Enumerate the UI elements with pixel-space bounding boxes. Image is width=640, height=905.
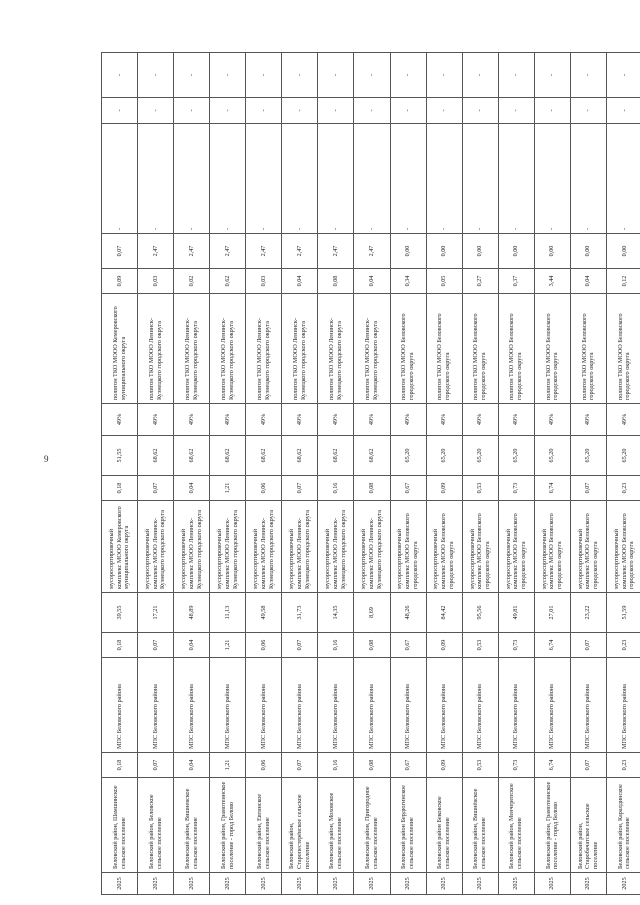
table-cell: полигон ТКО МООО Ленинск-Кузнецкого городского округа	[318, 294, 354, 404]
table-cell: 0,07	[138, 633, 174, 658]
table-cell: 0,07	[102, 234, 138, 269]
table-cell: -	[534, 53, 570, 98]
table-cell: полигон ТКО МООО Ленинск-Кузнецкого городского округа	[138, 294, 174, 404]
table-cell: 0,23	[606, 476, 640, 501]
table-cell: Беловский район, Менчерепское сельское поселение	[498, 778, 534, 873]
table-cell: 0,04	[570, 269, 606, 294]
table-cell: 65,20	[498, 436, 534, 476]
table-row	[426, 53, 462, 895]
table-cell: -	[462, 53, 498, 98]
table-cell: МПС Беловского района	[462, 658, 498, 753]
table-cell: МПС Беловского района	[282, 658, 318, 753]
table-cell: 0,05	[426, 269, 462, 294]
table-cell: 1,21	[210, 753, 246, 778]
table-cell: Беловский район, Вишнёвское сельское поселение	[462, 778, 498, 873]
table-cell: 49%	[282, 404, 318, 436]
table-cell: -	[246, 53, 282, 98]
table-cell: 0,00	[534, 234, 570, 269]
table-cell: Беловский район, Шамшинское сельское поселение	[102, 778, 138, 873]
table-cell: мусоросортировочный комплекс МООО Беловского городского округа	[534, 501, 570, 593]
table-cell: 3,44	[534, 269, 570, 294]
table-cell: 49%	[570, 404, 606, 436]
table-cell: 84,42	[426, 593, 462, 633]
table-cell: 51,59	[606, 593, 640, 633]
table-row	[210, 53, 246, 895]
table-cell: 68,62	[282, 436, 318, 476]
table-cell: 68,62	[210, 436, 246, 476]
table-cell: 48,89	[174, 593, 210, 633]
table-cell: МПС Беловского района	[606, 658, 640, 753]
table-cell: Беловский район, Старобачатское сельское поселение	[570, 778, 606, 873]
table-cell: 65,20	[390, 436, 426, 476]
table-row	[282, 53, 318, 895]
table-cell: 49%	[498, 404, 534, 436]
table-cell: 0,06	[246, 633, 282, 658]
table-cell: -	[462, 98, 498, 124]
table-cell: 6,74	[534, 476, 570, 501]
table-cell: полигон ТКО МООО Кемеровского муниципального округа	[102, 294, 138, 404]
table-cell: -	[606, 53, 640, 98]
table-row	[102, 53, 138, 895]
table-cell: МПС Беловского района	[498, 658, 534, 753]
table-cell: полигон ТКО МООО Беловского городского округа	[534, 294, 570, 404]
table-cell: 0,04	[174, 753, 210, 778]
table-cell: 0,16	[318, 633, 354, 658]
table-cell: МПС Беловского района	[102, 658, 138, 753]
table-cell: -	[138, 53, 174, 98]
table-cell: -	[246, 98, 282, 124]
table-cell: -	[174, 124, 210, 234]
table-cell: полигон ТКО МООО Беловского городского округа	[426, 294, 462, 404]
table-cell: 0,07	[570, 476, 606, 501]
table-row	[174, 53, 210, 895]
table-cell: 0,73	[498, 633, 534, 658]
table-cell: -	[534, 124, 570, 234]
table-row	[570, 53, 606, 895]
table-cell: 49%	[426, 404, 462, 436]
table-cell: 0,08	[354, 633, 390, 658]
table-cell: МПС Беловского района	[174, 658, 210, 753]
table-cell: 68,62	[354, 436, 390, 476]
table-cell: 49%	[174, 404, 210, 436]
table-cell: -	[174, 53, 210, 98]
table-cell: 0,23	[606, 633, 640, 658]
table-cell: 49%	[210, 404, 246, 436]
table-cell: Беловский район, Евтинское сельское поселение	[246, 778, 282, 873]
table-cell: 0,09	[102, 269, 138, 294]
table-cell: Беловский район, Грамотеинское поселение - город Белово	[534, 778, 570, 873]
table-cell: 0,73	[498, 753, 534, 778]
table-cell: 68,62	[318, 436, 354, 476]
table-cell: 27,01	[534, 593, 570, 633]
table-cell: 0,04	[282, 269, 318, 294]
table-cell: 39,55	[102, 593, 138, 633]
table-cell: 0,04	[354, 269, 390, 294]
table-cell: МПС Беловского района	[210, 658, 246, 753]
table-cell: -	[498, 124, 534, 234]
table-row	[606, 53, 640, 895]
table-cell: 2025	[570, 873, 606, 895]
table-cell: -	[138, 124, 174, 234]
table-cell: 0,09	[426, 633, 462, 658]
table-cell: 0,53	[462, 753, 498, 778]
table-cell: мусоросортировочный комплекс МООО Беловского городского округа	[570, 501, 606, 593]
table-cell: 0,27	[462, 269, 498, 294]
table-cell: -	[210, 124, 246, 234]
table-cell: 0,02	[174, 269, 210, 294]
table-cell: 49%	[246, 404, 282, 436]
table-row	[246, 53, 282, 895]
table-cell: 2025	[102, 873, 138, 895]
table-cell: 17,21	[138, 593, 174, 633]
table-cell: 0,73	[498, 476, 534, 501]
table-cell: Беловский район, Старопестерёвское сельское поселение	[282, 778, 318, 873]
table-cell: мусоросортировочный комплекс МООО Беловского городского округа	[606, 501, 640, 593]
table-cell: -	[390, 98, 426, 124]
table-cell: -	[318, 98, 354, 124]
table-cell: 0,53	[462, 476, 498, 501]
table-cell: -	[462, 124, 498, 234]
table-cell: полигон ТКО МООО Ленинск-Кузнецкого городского округа	[354, 294, 390, 404]
table-cell: -	[138, 98, 174, 124]
table-cell: 0,09	[426, 753, 462, 778]
table-cell: 2025	[462, 873, 498, 895]
table-cell: 49%	[102, 404, 138, 436]
table-cell: полигон ТКО МООО Беловского городского округа	[462, 294, 498, 404]
table-cell: 49,58	[246, 593, 282, 633]
table-cell: 2,47	[354, 234, 390, 269]
table-cell: МПС Беловского района	[426, 658, 462, 753]
table-cell: 0,06	[246, 476, 282, 501]
table-cell: 2025	[390, 873, 426, 895]
table-cell: 14,35	[318, 593, 354, 633]
table-cell: 0,53	[462, 633, 498, 658]
table-cell: 65,20	[426, 436, 462, 476]
table-cell: МПС Беловского района	[354, 658, 390, 753]
table-cell: полигон ТКО МООО Ленинск-Кузнецкого городского округа	[210, 294, 246, 404]
table-cell: 49%	[534, 404, 570, 436]
table-cell: мусоросортировочный комплекс МООО Ленинск-Кузнецкого городского округа	[354, 501, 390, 593]
table-cell: полигон ТКО МООО Беловского городского округа	[498, 294, 534, 404]
table-cell: мусоросортировочный комплекс МООО Ленинск-Кузнецкого городского округа	[174, 501, 210, 593]
table-cell: 0,00	[462, 234, 498, 269]
table-cell: 0,67	[390, 753, 426, 778]
table-cell: 68,62	[174, 436, 210, 476]
table-row	[138, 53, 174, 895]
table-cell: 6,74	[534, 633, 570, 658]
table-cell: -	[426, 124, 462, 234]
table-cell: 49%	[318, 404, 354, 436]
table-cell: 95,56	[462, 593, 498, 633]
table-cell: 0,07	[570, 633, 606, 658]
table-cell: мусоросортировочный комплекс МООО Ленинск-Кузнецкого городского округа	[318, 501, 354, 593]
table-cell: 0,03	[246, 269, 282, 294]
table-cell: 2025	[174, 873, 210, 895]
table-cell: 0,23	[606, 753, 640, 778]
table-cell: 65,20	[462, 436, 498, 476]
table-cell: -	[534, 98, 570, 124]
table-cell: мусоросортировочный комплекс МООО Ленинск-Кузнецкого городского округа	[282, 501, 318, 593]
table-cell: 11,13	[210, 593, 246, 633]
table-cell: 0,67	[390, 476, 426, 501]
table-cell: 0,62	[210, 269, 246, 294]
table-cell: -	[498, 53, 534, 98]
table-cell: 0,08	[354, 753, 390, 778]
table-cell: мусоросортировочный комплекс МООО Беловского городского округа	[426, 501, 462, 593]
table-cell: 49%	[138, 404, 174, 436]
table-cell: 0,08	[318, 269, 354, 294]
table-row	[462, 53, 498, 895]
table-cell: мусоросортировочный комплекс МООО Ленинск-Кузнецкого городского округа	[210, 501, 246, 593]
table-cell: 49%	[462, 404, 498, 436]
table-row	[390, 53, 426, 895]
table-cell: мусоросортировочный комплекс МООО Кемеровского муниципального округа	[102, 501, 138, 593]
table-cell: 2025	[354, 873, 390, 895]
table-row	[318, 53, 354, 895]
table-cell: 2025	[426, 873, 462, 895]
table-cell: 23,22	[570, 593, 606, 633]
table-cell: 2,47	[210, 234, 246, 269]
table-cell: 68,62	[138, 436, 174, 476]
table-cell: мусоросортировочный комплекс МООО Ленинск-Кузнецкого городского округа	[138, 501, 174, 593]
table-cell: Беловский район, Каралдинское сельское поселение	[606, 778, 640, 873]
table-cell: Беловский район Бердюгинское сельское поселение	[390, 778, 426, 873]
table-cell: -	[282, 98, 318, 124]
table-cell: Беловский район, Грамотеинское поселение - город Белово	[210, 778, 246, 873]
table-cell: Беловский район, Моховское сельское поселение	[318, 778, 354, 873]
table-cell: 0,07	[282, 476, 318, 501]
table-cell: 2,47	[318, 234, 354, 269]
table-cell: МПС Беловского района	[318, 658, 354, 753]
table-cell: 0,16	[318, 753, 354, 778]
table-cell: 0,04	[174, 476, 210, 501]
table-cell: 1,21	[210, 476, 246, 501]
table-cell: мусоросортировочный комплекс МООО Беловского городского округа	[390, 501, 426, 593]
table-cell: Беловский район, Вишневское сельское поселение	[174, 778, 210, 873]
rotated-page	[101, 53, 640, 895]
table-cell: 49%	[390, 404, 426, 436]
table-cell: -	[174, 98, 210, 124]
table-cell: 2025	[318, 873, 354, 895]
table-cell: -	[426, 53, 462, 98]
table-cell: 0,00	[426, 234, 462, 269]
table-cell: -	[390, 53, 426, 98]
table-cell: -	[570, 124, 606, 234]
table-cell: 2025	[282, 873, 318, 895]
table-cell: 2,47	[174, 234, 210, 269]
table-cell: 0,18	[102, 476, 138, 501]
table-cell: полигон ТКО МООО Ленинск-Кузнецкого городского округа	[282, 294, 318, 404]
table-cell: Беловский район, Пригородное сельское поселение	[354, 778, 390, 873]
table-cell: 0,00	[498, 234, 534, 269]
table-cell: МПС Беловского района	[570, 658, 606, 753]
table-cell: 0,07	[570, 753, 606, 778]
waste-flow-table	[101, 52, 640, 895]
table-cell: 68,62	[246, 436, 282, 476]
table-cell: полигон ТКО МООО Беловского городского округа	[390, 294, 426, 404]
table-cell: 48,26	[390, 593, 426, 633]
table-cell: 2025	[210, 873, 246, 895]
table-cell: 0,00	[606, 234, 640, 269]
table-cell: МПС Беловского района	[138, 658, 174, 753]
table-cell: полигон ТКО МООО Ленинск-Кузнецкого городского округа	[174, 294, 210, 404]
table-cell: 49%	[354, 404, 390, 436]
table-cell: -	[318, 124, 354, 234]
table-cell: 0,67	[390, 633, 426, 658]
table-cell: 0,07	[282, 633, 318, 658]
table-cell: -	[354, 124, 390, 234]
table-cell: полигон ТКО МООО Беловского городского округа	[570, 294, 606, 404]
table-cell: -	[570, 53, 606, 98]
table-cell: полигон ТКО МООО Беловского городского округа	[606, 294, 640, 404]
page-number: 9	[44, 454, 49, 464]
table-cell: 8,69	[354, 593, 390, 633]
table-cell: -	[282, 53, 318, 98]
table-cell: 0,09	[426, 476, 462, 501]
table-cell: -	[390, 124, 426, 234]
table-cell: -	[102, 98, 138, 124]
table-cell: 0,00	[570, 234, 606, 269]
table-row	[498, 53, 534, 895]
table-cell: МПС Беловского района	[534, 658, 570, 753]
table-cell: -	[354, 98, 390, 124]
table-cell: -	[282, 124, 318, 234]
table-cell: -	[426, 98, 462, 124]
table-cell: полигон ТКО МООО Ленинск-Кузнецкого городского округа	[246, 294, 282, 404]
table-row	[354, 53, 390, 895]
table-cell: 0,07	[138, 476, 174, 501]
table-cell: -	[246, 124, 282, 234]
table-cell: 49%	[606, 404, 640, 436]
table-cell: мусоросортировочный комплекс МООО Ленинск-Кузнецкого городского округа	[246, 501, 282, 593]
table-cell: 0,06	[246, 753, 282, 778]
table-cell: 65,20	[534, 436, 570, 476]
table-cell: -	[606, 124, 640, 234]
table-cell: 51,55	[102, 436, 138, 476]
table-cell: 2025	[498, 873, 534, 895]
table-cell: 2,47	[282, 234, 318, 269]
table-cell: 2025	[138, 873, 174, 895]
table-cell: 6,74	[534, 753, 570, 778]
table-cell: -	[102, 53, 138, 98]
table-cell: МПС Беловского района	[246, 658, 282, 753]
table-cell: 31,73	[282, 593, 318, 633]
table-cell: -	[498, 98, 534, 124]
table-cell: мусоросортировочный комплекс МООО Беловского городского округа	[498, 501, 534, 593]
table-cell: 0,37	[498, 269, 534, 294]
table-cell: -	[318, 53, 354, 98]
table-cell: 2,47	[138, 234, 174, 269]
table-cell: -	[354, 53, 390, 98]
table-cell: 0,34	[390, 269, 426, 294]
table-cell: Беловский район Бековское сельское поселение	[426, 778, 462, 873]
table-cell: 65,20	[570, 436, 606, 476]
table-cell: 1,21	[210, 633, 246, 658]
table-cell: 2025	[534, 873, 570, 895]
table-row	[534, 53, 570, 895]
table-cell: -	[102, 124, 138, 234]
table-cell: -	[210, 98, 246, 124]
table-cell: -	[210, 53, 246, 98]
table-cell: 0,08	[354, 476, 390, 501]
table-cell: -	[570, 98, 606, 124]
table-cell: 65,20	[606, 436, 640, 476]
table-cell: 49,81	[498, 593, 534, 633]
table-cell: 0,03	[138, 269, 174, 294]
table-cell: 2025	[606, 873, 640, 895]
table-cell: 0,18	[102, 633, 138, 658]
table-cell: 2025	[246, 873, 282, 895]
table-cell: 0,07	[282, 753, 318, 778]
table-cell: 0,07	[138, 753, 174, 778]
table-cell: 0,04	[174, 633, 210, 658]
table-cell: 0,16	[318, 476, 354, 501]
table-cell: мусоросортировочный комплекс МООО Беловского городского округа	[462, 501, 498, 593]
table-cell: Беловский район, Беловское сельское поселение	[138, 778, 174, 873]
table-cell: 0,12	[606, 269, 640, 294]
table-cell: 0,18	[102, 753, 138, 778]
table-cell: 0,00	[390, 234, 426, 269]
table-cell: МПС Беловского района	[390, 658, 426, 753]
table-cell: 2,47	[246, 234, 282, 269]
table-cell: -	[606, 98, 640, 124]
